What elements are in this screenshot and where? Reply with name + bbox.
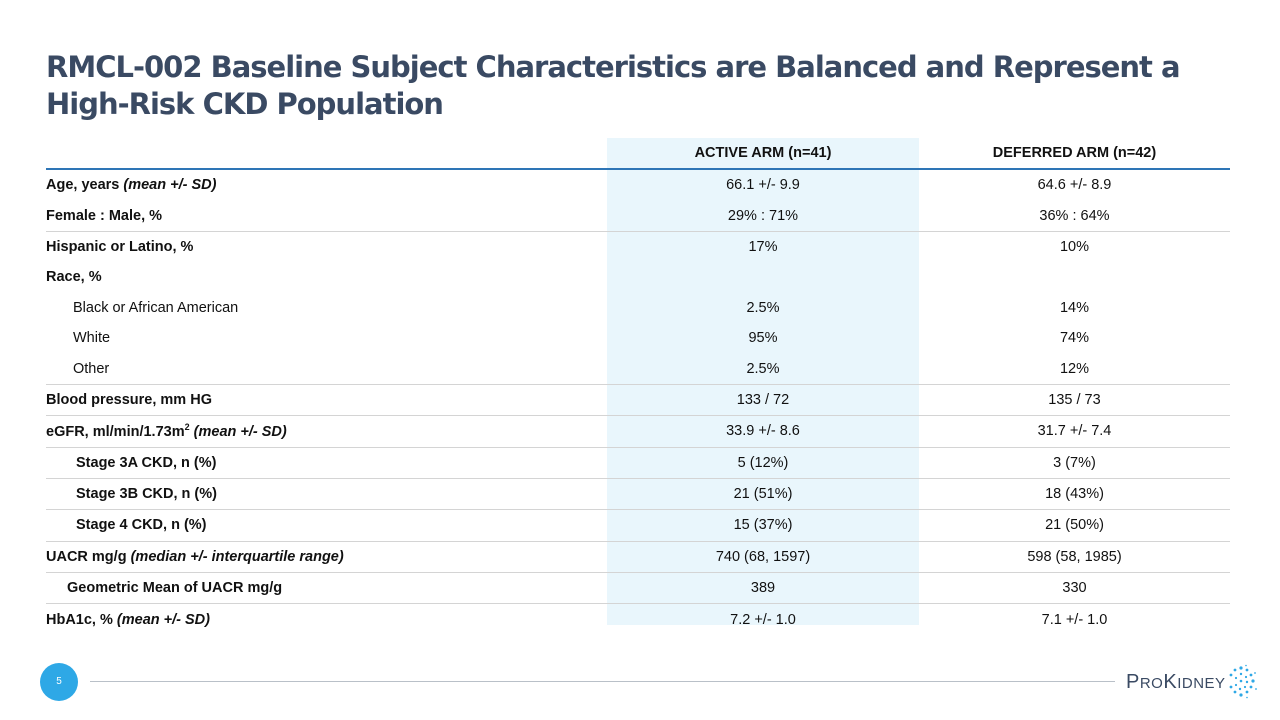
page-number-badge: 5 — [40, 663, 78, 701]
active-value: 17% — [607, 231, 919, 262]
table-row-stage-4 — [46, 510, 1230, 541]
table-row-hba1c — [46, 604, 1230, 635]
active-value: 2.5% — [746, 360, 780, 377]
table-row-stage-3a — [46, 447, 1230, 478]
active-value: 29% : 71% — [727, 207, 799, 224]
deferred-value: 21 (50%) — [919, 510, 1230, 541]
table-row-egfr — [46, 416, 1230, 447]
prokidney-logo — [1126, 664, 1258, 700]
active-value: 5 (12%) — [607, 447, 919, 478]
slide-title: RMCL-002 Baseline Subject Characteristics are Balanced and Represent a High-Risk CKD Population — [46, 50, 1180, 121]
row-label: Race, % — [46, 269, 102, 286]
deferred-value: 31.7 +/- 7.4 — [919, 416, 1230, 447]
row-label: Geometric Mean of UACR mg/g — [46, 573, 607, 604]
active-value: 21 (51%) — [607, 478, 919, 509]
deferred-value: 3 (7%) — [919, 447, 1230, 478]
table-header-row — [46, 138, 1230, 169]
row-label: White — [73, 330, 111, 347]
table-row-hispanic — [46, 231, 1230, 262]
row-label: Age, years (mean +/- SD) — [46, 177, 217, 194]
table-row-race-white — [46, 323, 1230, 353]
row-label: Other — [73, 360, 110, 377]
table-row-age — [46, 169, 1230, 200]
row-label: Hispanic or Latino, % — [46, 231, 607, 262]
table-row-stage-3b — [46, 478, 1230, 509]
deferred-value: 135 / 73 — [919, 384, 1230, 415]
row-label: UACR mg/g (median +/- interquartile range) — [46, 541, 607, 572]
active-value — [607, 262, 919, 292]
active-value: 389 — [607, 573, 919, 604]
header-deferred-arm: DEFERRED ARM (n=42) — [919, 138, 1230, 169]
row-label: Black or African American — [73, 299, 239, 316]
deferred-value: 14% — [1059, 299, 1090, 316]
deferred-value: 598 (58, 1985) — [919, 541, 1230, 572]
logo-dots-icon — [1224, 664, 1258, 700]
active-value: 133 / 72 — [607, 384, 919, 415]
deferred-value: 36% : 64% — [1039, 207, 1110, 224]
active-value: 740 (68, 1597) — [607, 541, 919, 572]
deferred-value: 10% — [919, 231, 1230, 262]
active-value: 2.5% — [746, 299, 780, 316]
baseline-characteristics-table — [46, 138, 1230, 635]
deferred-value: 12% — [1059, 360, 1090, 377]
table-row-race-black — [46, 293, 1230, 323]
row-label: HbA1c, % (mean +/- SD) — [46, 604, 607, 635]
row-label: Blood pressure, mm HG — [46, 384, 607, 415]
deferred-value: 74% — [1059, 330, 1090, 347]
table-row-race-other — [46, 353, 1230, 384]
row-label: Stage 3B CKD, n (%) — [46, 478, 607, 509]
row-label: Stage 3A CKD, n (%) — [46, 447, 607, 478]
header-blank — [46, 138, 607, 169]
active-value: 33.9 +/- 8.6 — [607, 416, 919, 447]
deferred-value: 18 (43%) — [919, 478, 1230, 509]
active-value: 15 (37%) — [607, 510, 919, 541]
deferred-value: 64.6 +/- 8.9 — [1037, 177, 1112, 194]
table-row-uacr — [46, 541, 1230, 572]
row-label: Stage 4 CKD, n (%) — [46, 510, 607, 541]
active-value: 7.2 +/- 1.0 — [607, 604, 919, 635]
deferred-value: 330 — [919, 573, 1230, 604]
table-row-geo-mean-uacr — [46, 573, 1230, 604]
footer-divider — [90, 681, 1115, 682]
active-value: 95% — [748, 330, 778, 347]
logo-wordmark: PROKIDNEY — [1126, 671, 1226, 693]
deferred-value — [919, 262, 1230, 292]
header-active-arm: ACTIVE ARM (n=41) — [607, 138, 919, 169]
row-label: eGFR, $ml/\min/1.73m^2$ (mean +/- SD) — [46, 416, 607, 447]
deferred-value: 7.1 +/- 1.0 — [919, 604, 1230, 635]
active-value: 66.1 +/- 9.9 — [726, 177, 800, 194]
table-row-sex — [46, 200, 1230, 231]
row-label: Female : Male, % — [46, 207, 163, 224]
table-row-blood-pressure — [46, 384, 1230, 415]
table-row-race — [46, 262, 1230, 292]
